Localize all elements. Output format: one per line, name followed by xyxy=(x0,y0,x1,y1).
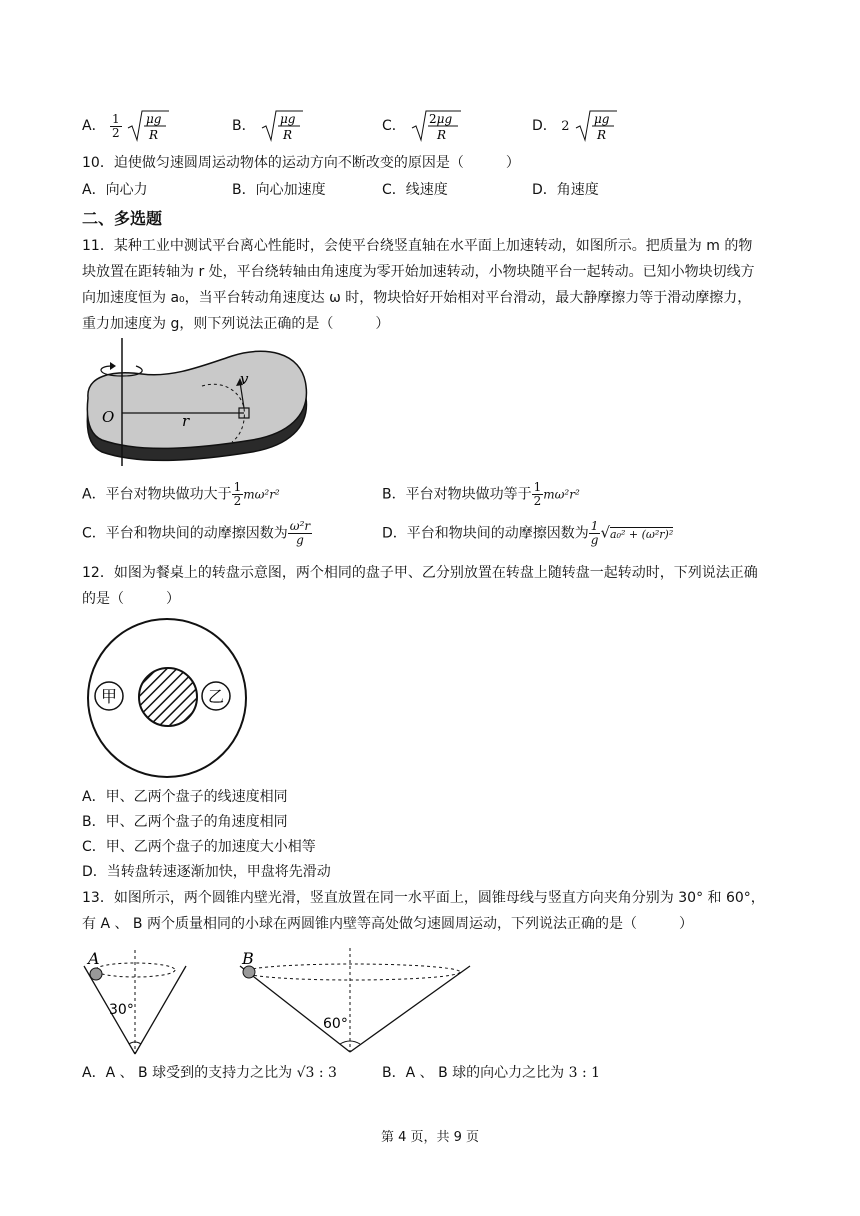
q13-option-a: A．A 、 B 球受到的支持力之比为 √3 : 3 xyxy=(82,1065,337,1081)
svg-text:R: R xyxy=(437,128,447,142)
q10-option-a: A．向心力 xyxy=(82,182,148,198)
origin-label: O xyxy=(102,408,115,426)
velocity-label: v xyxy=(240,370,249,388)
q11-option-d: D．平台和物块间的动摩擦因数为 $\frac{1}{g}$ √a₀² + (ω²r)² xyxy=(382,519,674,547)
svg-text:R: R xyxy=(283,128,293,142)
q10-option-b: B．向心加速度 xyxy=(232,182,326,198)
q11-stem-line1: 11．某种工业中测试平台离心性能时，会使平台绕竖直轴在水平面上加速转动，如图所示。把质量为 m 的物 xyxy=(82,238,753,254)
q12-stem-line2: 的是（ ） xyxy=(82,591,180,607)
q9-option-c: C． 2μg R xyxy=(382,108,462,144)
q10-option-d: D．角速度 xyxy=(532,182,599,198)
sqrt-mu-g-over-r xyxy=(260,108,304,144)
q11-rotating-platform-figure xyxy=(82,336,312,472)
q11-stem-line3: 向加速度恒为 a₀，当平台转动角速度达 ω 时，物块恰好开始相对平台滑动，最大静摩擦力等于滑动摩擦力， xyxy=(82,290,752,306)
svg-text:μg: μg xyxy=(593,112,610,126)
q11-option-c: C．平台和物块间的动摩擦因数为 $\frac{\text{ω²r}}{g}$ xyxy=(82,519,311,547)
svg-text:R: R xyxy=(149,128,159,142)
svg-text:μg: μg xyxy=(280,112,296,126)
q11-option-b: B．平台对物块做功等于 $\frac{1}{2}$ mω²r² xyxy=(382,480,580,508)
ball-b-label: B xyxy=(242,949,254,968)
section-title-multiple-choice: 二、多选题 xyxy=(82,209,163,228)
sqrt-2-mu-g-over-r xyxy=(410,108,462,144)
q13-option-b: B．A 、 B 球的向心力之比为 3 : 1 xyxy=(382,1065,601,1081)
q12-option-a: A．甲、乙两个盘子的线速度相同 xyxy=(82,789,288,805)
plate-jia-label: 甲 xyxy=(100,687,118,706)
q11-option-a: A．平台对物块做功大于 $\frac{1}{2}$ mω²r² xyxy=(82,480,280,508)
q11-stem-line2: 块放置在距转轴为 r 处，平台绕转轴由角速度为零开始加速转动，小物块随平台一起转动。已知小物块切线方 xyxy=(82,264,755,280)
sqrt-mu-g-over-r xyxy=(574,108,618,144)
q11-stem-line4: 重力加速度为 g，则下列说法正确的是（ ） xyxy=(82,316,390,332)
q12-option-c: C．甲、乙两个盘子的加速度大小相等 xyxy=(82,839,316,855)
radius-label: r xyxy=(182,412,190,430)
q12-turntable-figure xyxy=(82,614,252,784)
svg-text:2μg: 2μg xyxy=(429,112,453,126)
page-footer: 第 4 页，共 9 页 xyxy=(380,1130,480,1145)
svg-text:μg: μg xyxy=(146,112,162,126)
angle-60-label: 60° xyxy=(323,1016,348,1032)
q9-option-d: D． 2 μg R xyxy=(532,108,618,144)
q13-stem-line2: 有 A 、 B 两个质量相同的小球在两圆锥内壁等高处做匀速圆周运动，下列说法正确的是（ ） xyxy=(82,916,693,932)
angle-30-label: 30° xyxy=(109,1002,134,1018)
q12-option-b: B．甲、乙两个盘子的角速度相同 xyxy=(82,814,288,830)
q13-stem-line1: 13．如图所示，两个圆锥内壁光滑，竖直放置在同一水平面上，圆锥母线与竖直方向夹角分别为 30° 和 60°， xyxy=(82,890,765,906)
svg-text:R: R xyxy=(596,128,607,142)
q13-cones-figure xyxy=(82,942,482,1060)
plate-yi-label: 乙 xyxy=(207,687,225,706)
q9-option-a: A． $\frac{1}{2}$ μg R xyxy=(82,108,170,144)
q12-option-d: D．当转盘转速逐渐加快，甲盘将先滑动 xyxy=(82,864,331,880)
sqrt-mu-g-over-r xyxy=(126,108,170,144)
q10-stem: 10．迫使做匀速圆周运动物体的运动方向不断改变的原因是（ ） xyxy=(82,155,520,171)
q12-stem-line1: 12．如图为餐桌上的转盘示意图，两个相同的盘子甲、乙分别放置在转盘上随转盘一起转动时，下列说法正确 xyxy=(82,565,758,581)
ball-a-label: A xyxy=(88,949,100,968)
q9-option-b: B． μg R xyxy=(232,108,304,144)
q10-option-c: C．线速度 xyxy=(382,182,448,198)
